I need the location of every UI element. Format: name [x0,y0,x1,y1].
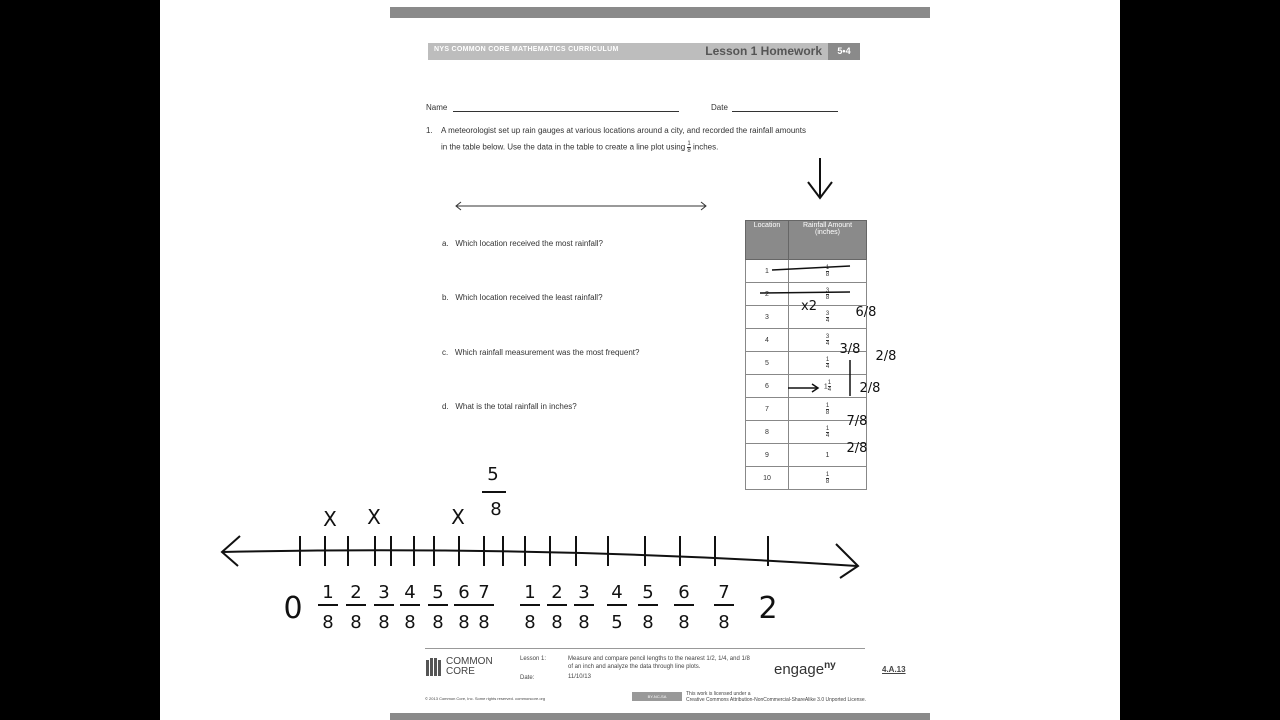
location-cell: 3 [746,306,789,329]
blank-number-line [456,202,706,210]
location-cell: 8 [746,421,789,444]
handwritten-note: 2/8 [859,381,881,396]
brand-text: engage [774,661,825,678]
question-text: Which location received the most rainfall? [455,239,603,248]
line-plot-x-mark: X [367,505,381,529]
fraction-den: 4 [827,386,832,393]
location-cell: 6 [746,375,789,398]
handwritten-note: 2/8 [875,349,897,364]
tick-label-den: 8 [718,612,730,633]
fraction-num: 1 [825,402,830,409]
tick-label-num: 6 [678,582,690,603]
col-rainfall: Rainfall Amount (inches) [789,221,867,260]
lesson-label: Lesson 1: [520,656,547,662]
footer-date-value: 11/10/13 [568,674,591,680]
tick-label-den: 8 [322,612,334,633]
tick-label-den: 5 [611,612,623,633]
logo-line-2: CORE [446,666,475,677]
tick-label-num: 5 [642,582,654,603]
tick-label-den: 8 [432,612,444,633]
tick-label-den: 8 [578,612,590,633]
fraction-den: 8 [825,478,830,485]
svg-text:5: 5 [487,464,499,485]
curriculum-label: NYS COMMON CORE MATHEMATICS CURRICULUM [434,46,619,53]
handwritten-note: 2/8 [846,441,868,456]
down-arrow-icon [808,158,832,198]
tick-label-num: 2 [551,582,563,603]
tick-label-num: 1 [524,582,536,603]
date-label: Date [711,103,728,112]
question-letter: d. [442,402,449,411]
question-text: Which rainfall measurement was the most frequent? [454,348,640,357]
fraction-num: 3 [825,287,830,294]
handwriting-layer [160,0,1120,720]
problem-text-2-end: inches. [692,142,719,152]
handwritten-note: x2 [801,299,817,314]
question-text: Which location received the least rainfall? [455,293,603,302]
tick-label-den: 8 [524,612,536,633]
lesson-description-1: Measure and compare pencil lengths to the nearest 1/2, 1/4, and 1/8 [568,656,750,662]
tick-label-num: 4 [404,582,416,603]
location-cell: 4 [746,329,789,352]
worksheet-page [160,0,1120,720]
tick-label-den: 8 [478,612,490,633]
fraction-num: 1 [827,379,832,386]
footer-date-label: Date: [520,675,535,681]
tick-label-num: 4 [611,582,623,603]
name-label: Name [426,103,448,112]
question-letter: b. [442,293,449,302]
location-cell: 9 [746,444,789,467]
fraction-den: 8 [687,148,691,154]
lesson-title: Lesson 1 Homework [705,44,822,58]
tick-label-den: 8 [642,612,654,633]
fraction-den: 8 [825,271,830,278]
tick-label-den: 8 [404,612,416,633]
grade-badge: 5•4 [828,43,860,60]
brand-sup: ny [824,660,836,671]
tick-label-den: 8 [378,612,390,633]
tick-label-num: 6 [458,582,470,603]
page-code: 4.A.13 [882,665,906,674]
question-text: What is the total rainfall in inches? [455,402,577,411]
fraction-num: 1 [825,264,830,271]
tick-label-num: 7 [718,582,730,603]
problem-text-1: A meteorologist set up rain gauges at various locations around a city, and recorded the rainfall amounts [441,126,806,135]
fraction-den: 4 [825,432,830,439]
tick-label-num: 1 [322,582,334,603]
whole-part: 1 [825,451,830,459]
fraction-num: 3 [825,310,830,317]
fraction-den: 8 [825,409,830,416]
line-plot-x-mark: X [451,505,465,529]
logo-line-1: COMMON [446,656,493,667]
fraction-num: 1 [825,471,830,478]
tick-label-num: 2 [350,582,362,603]
license-line-2: Creative Commons Attribution-NonCommercial-ShareAlike 3.0 Unported License. [686,697,867,703]
tick-label-num: 5 [432,582,444,603]
problem-number: 1. [426,126,433,135]
hand-number-line [222,536,858,578]
question-letter: c. [442,348,449,357]
line-plot-x-mark: X [323,507,337,531]
tick-label-den: 8 [350,612,362,633]
location-cell: 2 [746,283,789,306]
lesson-description-2: of an inch and analyze the data through line plots. [568,664,701,670]
location-cell: 7 [746,398,789,421]
table-annotations [760,266,850,396]
copyright: © 2013 Common Core, Inc. Some rights reserved. commoncore.org [425,696,546,701]
fraction-den: 8 [825,294,830,301]
location-cell: 5 [746,352,789,375]
tick-label-num: 3 [378,582,390,603]
fraction-num: 1 [825,356,830,363]
top-fraction [482,464,506,520]
problem-text-2-main: in the table below. Use the data in the table to create a line plot using [441,142,686,152]
svg-text:8: 8 [490,499,502,520]
tick-label-den: 8 [458,612,470,633]
location-cell: 10 [746,467,789,490]
tick-label-den: 8 [678,612,690,633]
tick-label-num: 3 [578,582,590,603]
tick-label: 2 [758,591,778,626]
tick-label-num: 7 [478,582,490,603]
location-cell: 1 [746,260,789,283]
col-location: Location [746,221,789,260]
handwritten-note: 7/8 [846,414,868,429]
fraction-den: 4 [825,317,830,324]
handwritten-note: 6/8 [855,305,877,320]
fraction-num: 3 [825,333,830,340]
tick-label: 0 [283,591,303,626]
whole-part: 1 [823,382,828,390]
handwritten-note: 3/8 [839,342,861,357]
tick-label-den: 8 [551,612,563,633]
fraction-den: 4 [825,340,830,347]
fraction-num: 1 [825,425,830,432]
fraction-den: 4 [825,363,830,370]
license-badge: BY-NC-SA [632,692,682,701]
license-line-1: This work is licensed under a [686,691,751,697]
question-letter: a. [442,239,449,248]
fraction-num: 1 [687,141,691,147]
